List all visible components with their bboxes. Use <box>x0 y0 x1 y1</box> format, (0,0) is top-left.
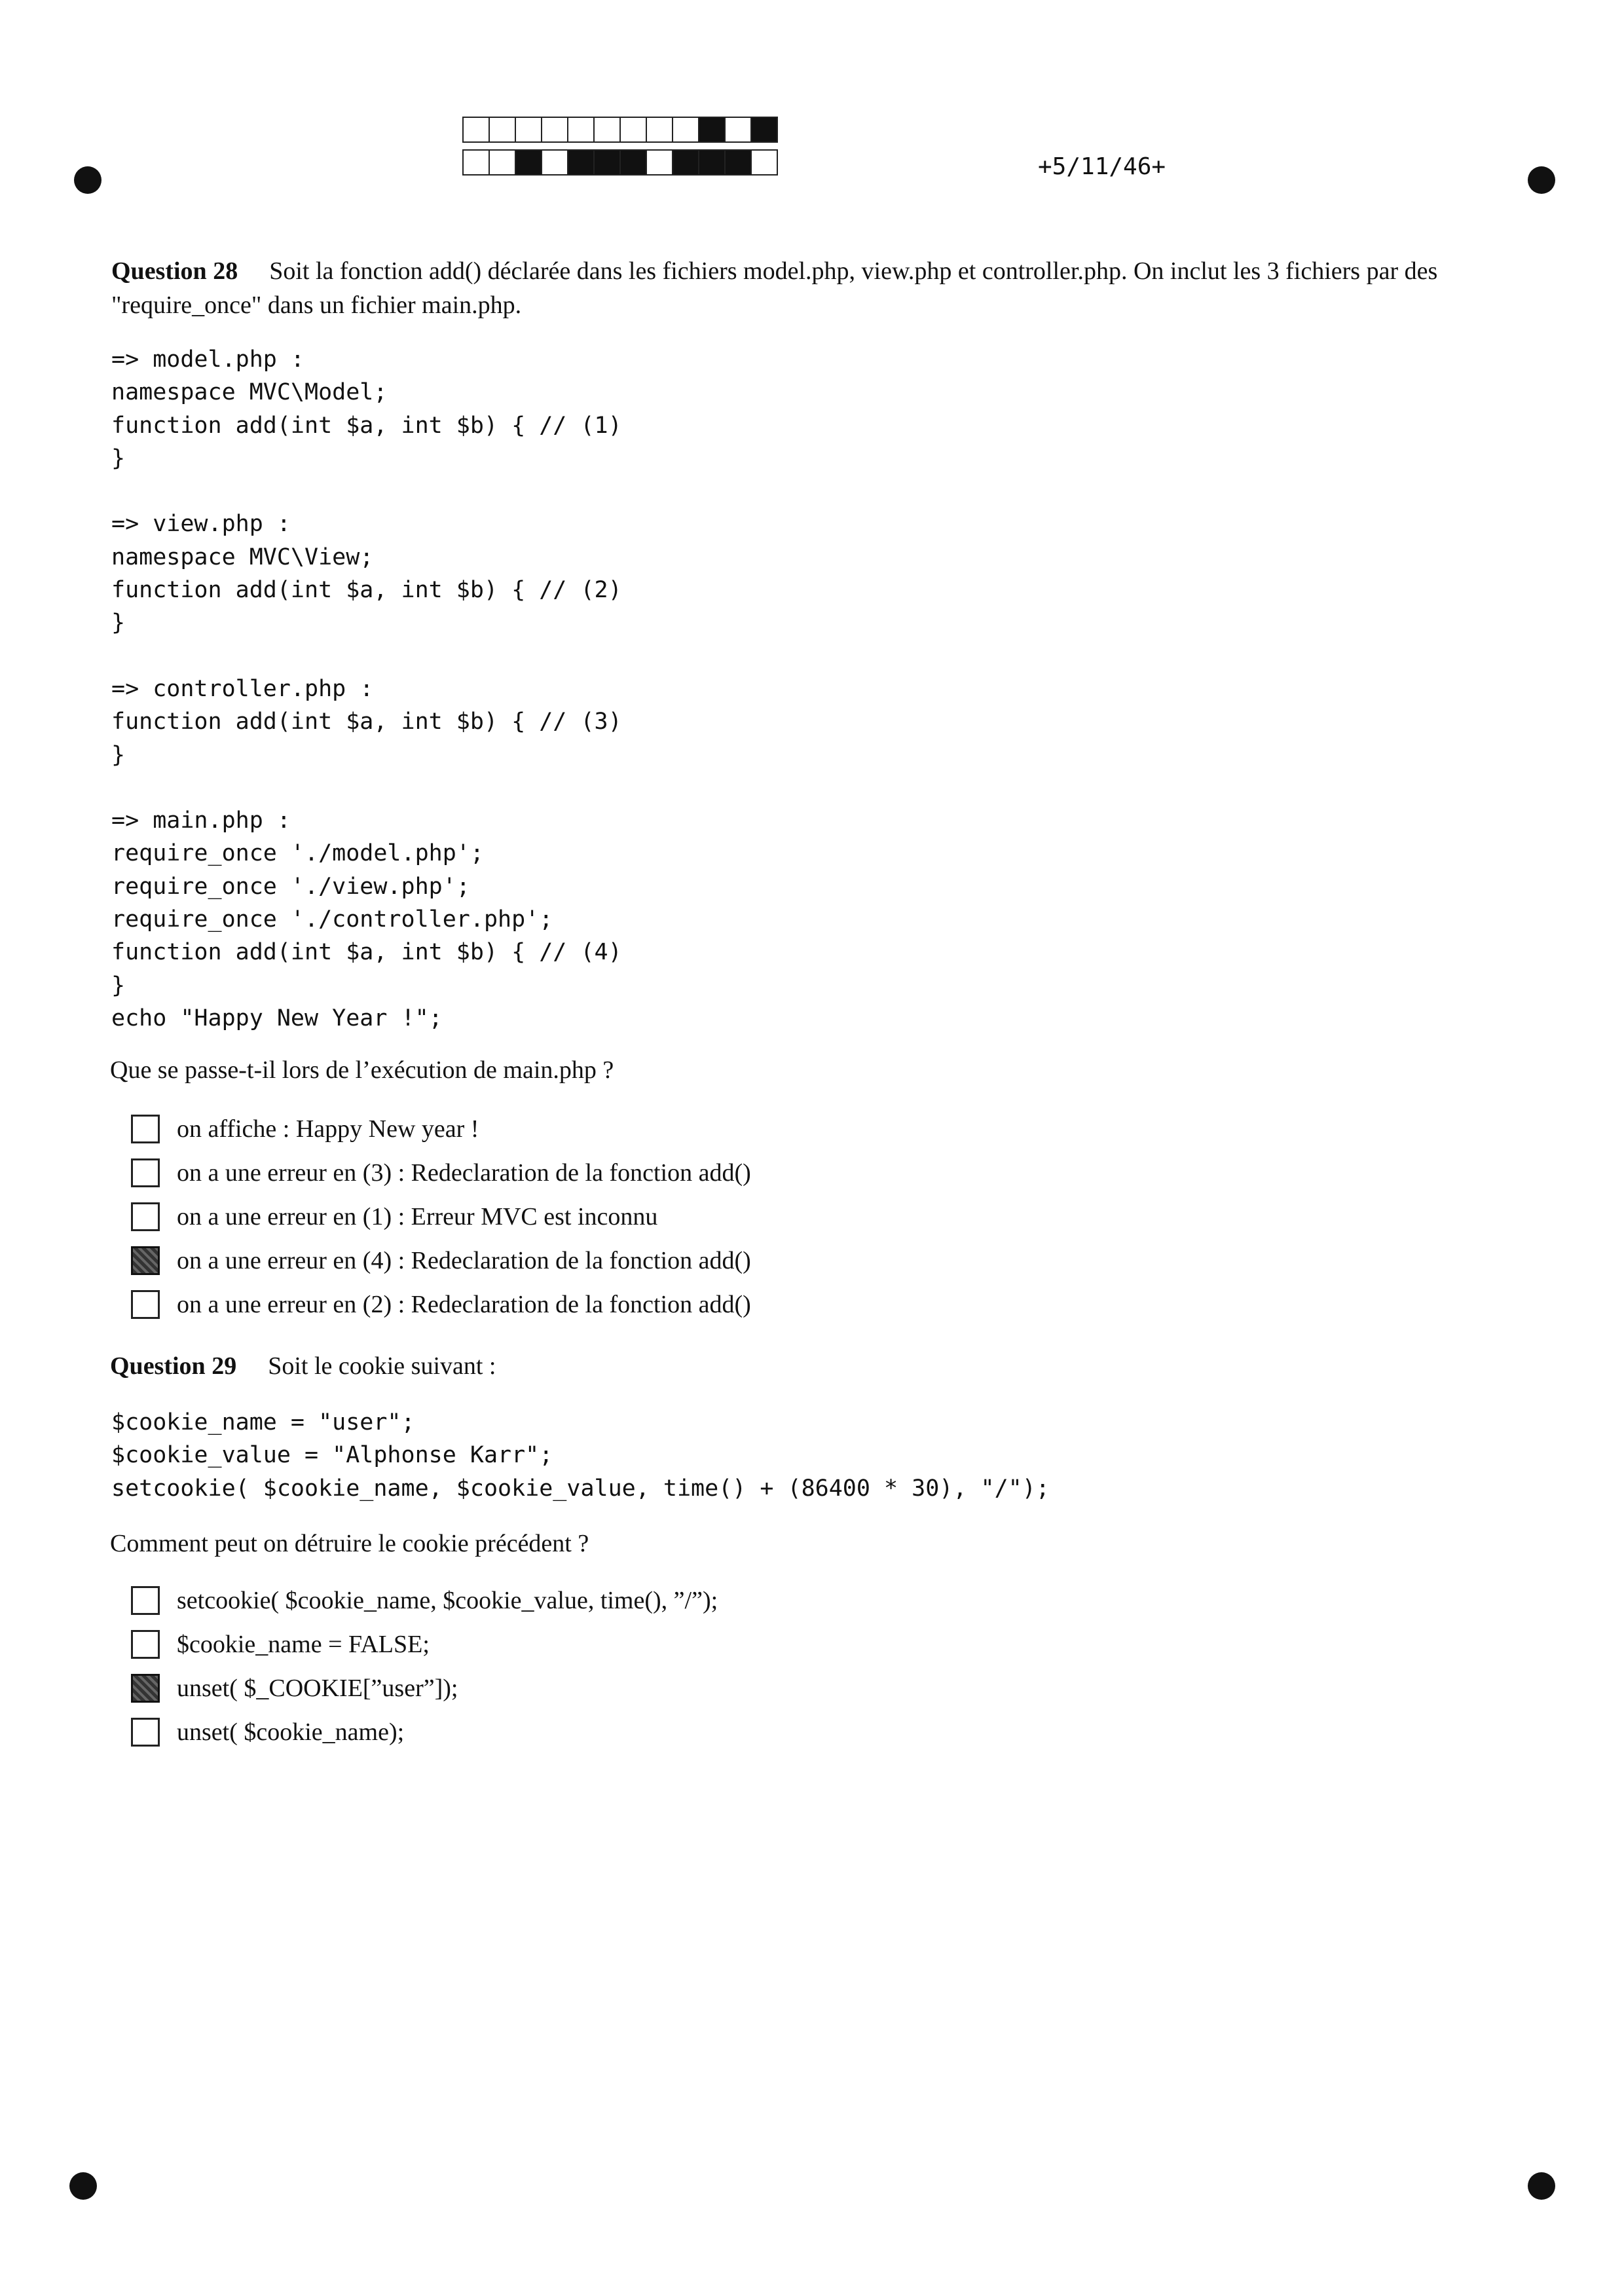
answer-label: on affiche : Happy New year ! <box>177 1115 479 1143</box>
code-strip-cell <box>750 117 778 143</box>
checkbox[interactable] <box>131 1115 160 1143</box>
code-strip-cell <box>698 117 726 143</box>
code-strip-cell <box>698 149 726 176</box>
registration-dot-bottom-left <box>69 2172 97 2200</box>
question-28-code: => model.php : namespace MVC\Model; function add(int $a, int $b) { // (1) } => view.php : namespace MVC\View; function add(int $a, int $b) { // (2) } => controller.php : function add(int $a, int $b) { // (3) } => main.php : require_once './model.php'; require_once './view.php'; require_once './controller.php'; function add(int $a, int $b) { // (4) } echo "Happy New Year !"; <box>111 346 622 1031</box>
question-29 <box>110 1349 496 1383</box>
question-29-code: $cookie_name = "user"; $cookie_value = "Alphonse Karr"; setcookie( $cookie_name, $cookie_value, time() + (86400 * 30), "/"); <box>111 1409 1050 1502</box>
code-strip-cell <box>515 149 542 176</box>
code-strip-cell <box>489 149 516 176</box>
answer-option[interactable] <box>131 1194 751 1238</box>
code-strip-cell <box>541 117 568 143</box>
answer-label: on a une erreur en (1) : Erreur MVC est inconnu <box>177 1202 658 1231</box>
checkbox[interactable] <box>131 1246 160 1275</box>
binary-code-strip-row-2 <box>464 149 778 176</box>
code-strip-cell <box>724 149 752 176</box>
code-strip-cell <box>541 149 568 176</box>
code-strip-cell <box>593 149 621 176</box>
question-28 <box>111 254 1532 322</box>
answer-label: $cookie_name = FALSE; <box>177 1630 430 1658</box>
answer-label: on a une erreur en (4) : Redeclaration de la fonction add() <box>177 1246 751 1274</box>
registration-dot-top-right <box>1528 166 1555 194</box>
registration-dot-bottom-right <box>1528 2172 1555 2200</box>
code-strip-cell <box>515 117 542 143</box>
checkbox[interactable] <box>131 1202 160 1231</box>
code-strip-cell <box>567 117 595 143</box>
answer-option[interactable] <box>131 1151 751 1194</box>
code-strip-cell <box>672 117 699 143</box>
checkbox[interactable] <box>131 1586 160 1615</box>
answer-label: setcookie( $cookie_name, $cookie_value, time(), ”/”); <box>177 1586 718 1614</box>
answer-label: on a une erreur en (3) : Redeclaration de la fonction add() <box>177 1158 751 1187</box>
answer-option[interactable] <box>131 1282 751 1326</box>
code-strip-cell <box>672 149 699 176</box>
answer-option[interactable] <box>131 1107 751 1151</box>
question-28-text: Soit la fonction add() déclarée dans les fichiers model.php, view.php et controller.php. On inclut les 3 fichiers par des "require_once" dans un fichier main.php. <box>111 257 1438 319</box>
question-29-text: Soit le cookie suivant : <box>268 1352 496 1380</box>
question-28-answers <box>131 1107 751 1326</box>
code-strip-cell <box>724 117 752 143</box>
code-strip-cell <box>619 149 647 176</box>
checkbox[interactable] <box>131 1290 160 1319</box>
question-29-prompt: Comment peut on détruire le cookie précédent ? <box>110 1530 589 1557</box>
answer-option[interactable] <box>131 1622 718 1666</box>
answer-label: unset( $cookie_name); <box>177 1718 405 1746</box>
code-strip-cell <box>489 117 516 143</box>
answer-option[interactable] <box>131 1710 718 1754</box>
binary-code-strip-row-1 <box>464 117 778 143</box>
question-28-label: Question 28 <box>111 257 238 285</box>
answer-option[interactable] <box>131 1238 751 1282</box>
code-strip-cell <box>462 117 490 143</box>
code-strip-cell <box>567 149 595 176</box>
code-strip-cell <box>462 149 490 176</box>
checkbox[interactable] <box>131 1718 160 1747</box>
question-29-answers <box>131 1578 718 1754</box>
code-strip-cell <box>593 117 621 143</box>
code-strip-cell <box>619 117 647 143</box>
registration-dot-top-left <box>74 166 101 194</box>
answer-option[interactable] <box>131 1666 718 1710</box>
answer-label: unset( $_COOKIE[”user”]); <box>177 1674 458 1702</box>
question-28-prompt: Que se passe-t-il lors de l’exécution de main.php ? <box>110 1056 614 1084</box>
answer-option[interactable] <box>131 1578 718 1622</box>
code-strip-cell <box>646 117 673 143</box>
question-29-label: Question 29 <box>110 1352 237 1380</box>
checkbox[interactable] <box>131 1674 160 1703</box>
code-strip-cell <box>750 149 778 176</box>
checkbox[interactable] <box>131 1158 160 1187</box>
answer-label: on a une erreur en (2) : Redeclaration de la fonction add() <box>177 1290 751 1318</box>
code-strip-cell <box>646 149 673 176</box>
checkbox[interactable] <box>131 1630 160 1659</box>
page-identifier: +5/11/46+ <box>1038 153 1166 180</box>
